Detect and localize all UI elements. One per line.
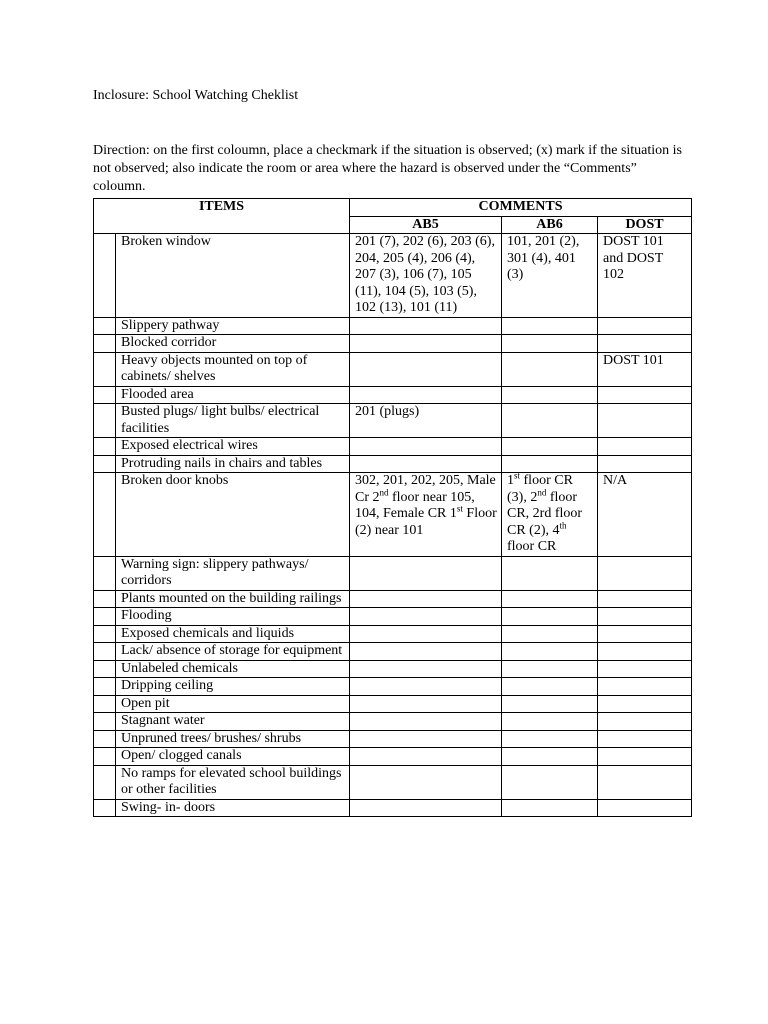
ab5-cell xyxy=(350,608,502,626)
ab5-cell: 302, 201, 202, 205, Male Cr 2nd floor near 105, 104, Female CR 1st Floor (2) near 101 xyxy=(350,473,502,557)
table-row xyxy=(94,608,692,626)
check-cell[interactable] xyxy=(94,713,116,731)
check-cell[interactable] xyxy=(94,765,116,799)
check-cell[interactable] xyxy=(94,352,116,386)
ab6-cell xyxy=(502,695,598,713)
item-cell: Broken door knobs xyxy=(116,473,350,557)
checklist-body xyxy=(94,234,692,817)
ab6-cell xyxy=(502,713,598,731)
ab6-cell xyxy=(502,643,598,661)
header-ab6: AB6 xyxy=(502,216,598,234)
check-cell[interactable] xyxy=(94,473,116,557)
item-cell: Protruding nails in chairs and tables xyxy=(116,455,350,473)
ab5-cell: 201 (7), 202 (6), 203 (6), 204, 205 (4), 206 (4), 207 (3), 106 (7), 105 (11), 104 (5), 103 (5), 102 (13), 101 (11) xyxy=(350,234,502,318)
item-cell: Exposed electrical wires xyxy=(116,438,350,456)
check-cell[interactable] xyxy=(94,234,116,318)
ab6-cell xyxy=(502,590,598,608)
table-row xyxy=(94,556,692,590)
check-cell[interactable] xyxy=(94,438,116,456)
table-row xyxy=(94,643,692,661)
table-row xyxy=(94,404,692,438)
ab5-cell xyxy=(350,799,502,817)
ab5-cell xyxy=(350,438,502,456)
dost-cell: DOST 101 xyxy=(598,352,692,386)
dost-cell xyxy=(598,765,692,799)
check-cell[interactable] xyxy=(94,455,116,473)
ab6-cell xyxy=(502,678,598,696)
ab5-cell xyxy=(350,713,502,731)
ab6-cell xyxy=(502,352,598,386)
item-cell: Open pit xyxy=(116,695,350,713)
table-row xyxy=(94,678,692,696)
dost-cell xyxy=(598,335,692,353)
ab5-cell xyxy=(350,730,502,748)
dost-cell xyxy=(598,799,692,817)
ab5-cell xyxy=(350,386,502,404)
check-cell[interactable] xyxy=(94,556,116,590)
ab6-cell: 101, 201 (2), 301 (4), 401 (3) xyxy=(502,234,598,318)
ab5-cell xyxy=(350,455,502,473)
dost-cell xyxy=(598,404,692,438)
table-row xyxy=(94,799,692,817)
table-row xyxy=(94,473,692,557)
check-cell[interactable] xyxy=(94,335,116,353)
ab6-cell xyxy=(502,317,598,335)
item-cell: Warning sign: slippery pathways/ corridors xyxy=(116,556,350,590)
ab5-cell xyxy=(350,748,502,766)
check-cell[interactable] xyxy=(94,695,116,713)
document-title: Inclosure: School Watching Cheklist xyxy=(93,88,299,103)
dost-cell xyxy=(598,438,692,456)
ab6-cell xyxy=(502,660,598,678)
ab5-cell xyxy=(350,660,502,678)
ab6-cell xyxy=(502,386,598,404)
ab6-cell xyxy=(502,765,598,799)
ab6-cell xyxy=(502,799,598,817)
table-row xyxy=(94,335,692,353)
check-cell[interactable] xyxy=(94,404,116,438)
check-cell[interactable] xyxy=(94,660,116,678)
item-cell: Swing- in- doors xyxy=(116,799,350,817)
check-cell[interactable] xyxy=(94,748,116,766)
item-cell: Blocked corridor xyxy=(116,335,350,353)
ab5-cell xyxy=(350,352,502,386)
item-cell: Dripping ceiling xyxy=(116,678,350,696)
header-comments: COMMENTS xyxy=(350,199,692,217)
item-cell: Slippery pathway xyxy=(116,317,350,335)
dost-cell xyxy=(598,625,692,643)
dost-cell: DOST 101 and DOST 102 xyxy=(598,234,692,318)
dost-cell xyxy=(598,678,692,696)
check-cell[interactable] xyxy=(94,643,116,661)
table-row xyxy=(94,234,692,318)
table-row xyxy=(94,713,692,731)
table-row xyxy=(94,455,692,473)
table-row xyxy=(94,590,692,608)
ab6-cell xyxy=(502,556,598,590)
table-row xyxy=(94,352,692,386)
check-cell[interactable] xyxy=(94,386,116,404)
ab6-cell xyxy=(502,608,598,626)
table-row xyxy=(94,695,692,713)
table-row xyxy=(94,438,692,456)
dost-cell xyxy=(598,695,692,713)
check-cell[interactable] xyxy=(94,730,116,748)
dost-cell xyxy=(598,386,692,404)
ab6-cell xyxy=(502,730,598,748)
ab5-cell xyxy=(350,556,502,590)
dost-cell xyxy=(598,608,692,626)
check-cell[interactable] xyxy=(94,590,116,608)
dost-cell xyxy=(598,317,692,335)
table-row xyxy=(94,660,692,678)
header-dost: DOST xyxy=(598,216,692,234)
ab5-cell xyxy=(350,643,502,661)
dost-cell xyxy=(598,748,692,766)
item-cell: Plants mounted on the building railings xyxy=(116,590,350,608)
ab6-cell xyxy=(502,335,598,353)
check-cell[interactable] xyxy=(94,608,116,626)
dost-cell xyxy=(598,660,692,678)
dost-cell xyxy=(598,713,692,731)
ab5-cell xyxy=(350,765,502,799)
item-cell: Busted plugs/ light bulbs/ electrical facilities xyxy=(116,404,350,438)
ab5-cell: 201 (plugs) xyxy=(350,404,502,438)
table-row xyxy=(94,625,692,643)
item-cell: Open/ clogged canals xyxy=(116,748,350,766)
checklist-table xyxy=(93,198,692,817)
item-cell: Lack/ absence of storage for equipment xyxy=(116,643,350,661)
item-cell: Unpruned trees/ brushes/ shrubs xyxy=(116,730,350,748)
item-cell: Stagnant water xyxy=(116,713,350,731)
item-cell: Broken window xyxy=(116,234,350,318)
dost-cell xyxy=(598,730,692,748)
document-page xyxy=(93,86,691,817)
ab6-cell xyxy=(502,748,598,766)
dost-cell: N/A xyxy=(598,473,692,557)
table-row xyxy=(94,748,692,766)
check-cell[interactable] xyxy=(94,625,116,643)
item-cell: Exposed chemicals and liquids xyxy=(116,625,350,643)
ab5-cell xyxy=(350,625,502,643)
dost-cell xyxy=(598,455,692,473)
item-cell: Flooding xyxy=(116,608,350,626)
check-cell[interactable] xyxy=(94,317,116,335)
item-cell: Unlabeled chemicals xyxy=(116,660,350,678)
table-row xyxy=(94,317,692,335)
header-row xyxy=(94,199,692,217)
dost-cell xyxy=(598,643,692,661)
item-cell: No ramps for elevated school buildings or other facilities xyxy=(116,765,350,799)
ab6-cell xyxy=(502,625,598,643)
table-row xyxy=(94,730,692,748)
table-row xyxy=(94,386,692,404)
direction-text: Direction: on the first coloumn, place a checkmark if the situation is observed; (x) mark if the situation is not observed; also indicate the room or area where the hazard is observed under the “Comments” coloumn. xyxy=(93,143,683,194)
ab6-cell: 1st floor CR (3), 2nd floor CR, 2rd floor CR (2), 4th floor CR xyxy=(502,473,598,557)
dost-cell xyxy=(598,590,692,608)
dost-cell xyxy=(598,556,692,590)
header-ab5: AB5 xyxy=(350,216,502,234)
ab5-cell xyxy=(350,590,502,608)
check-cell[interactable] xyxy=(94,799,116,817)
item-cell: Flooded area xyxy=(116,386,350,404)
ab6-cell xyxy=(502,438,598,456)
check-cell[interactable] xyxy=(94,678,116,696)
table-row xyxy=(94,765,692,799)
header-items: ITEMS xyxy=(94,199,350,234)
ab6-cell xyxy=(502,404,598,438)
ab5-cell xyxy=(350,335,502,353)
ab5-cell xyxy=(350,695,502,713)
item-cell: Heavy objects mounted on top of cabinets/ shelves xyxy=(116,352,350,386)
ab5-cell xyxy=(350,678,502,696)
ab5-cell xyxy=(350,317,502,335)
